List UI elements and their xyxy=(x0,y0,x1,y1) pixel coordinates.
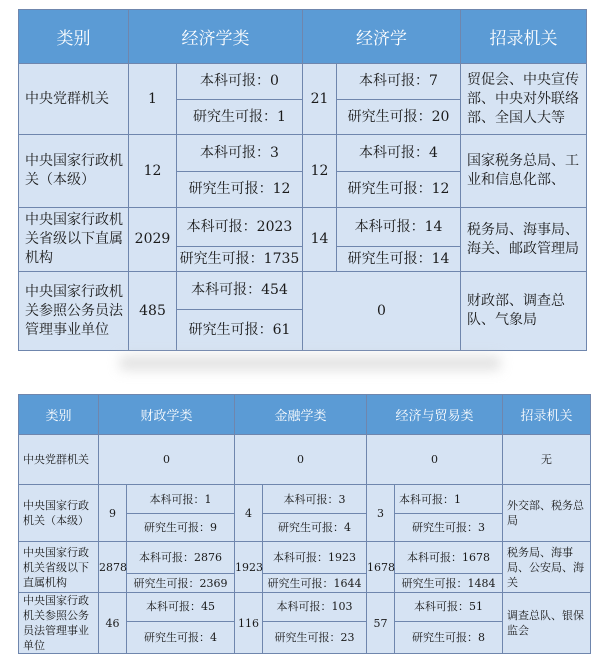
undergrad-cell: 本科可报：1 xyxy=(395,485,503,514)
undergrad-cell: 本科可报：1923 xyxy=(263,542,367,574)
undergrad-cell: 本科可报：1678 xyxy=(395,542,503,574)
table-row xyxy=(19,485,591,514)
table-row xyxy=(19,435,591,485)
undergrad-cell: 本科可报：3 xyxy=(263,485,367,514)
postgrad-cell: 研究生可报：3 xyxy=(395,514,503,542)
postgrad-cell: 研究生可报：1 xyxy=(177,100,303,135)
postgrad-cell: 研究生可报：1644 xyxy=(263,574,367,593)
header-finance: 财政学类 xyxy=(99,395,235,435)
postgrad-cell: 研究生可报：12 xyxy=(337,172,461,208)
total-cell: 116 xyxy=(235,593,263,654)
undergrad-cell: 本科可报：2023 xyxy=(177,208,303,247)
table-row xyxy=(19,208,587,247)
postgrad-cell: 研究生可报：9 xyxy=(127,514,235,542)
total-cell: 485 xyxy=(129,272,177,351)
total-cell: 4 xyxy=(235,485,263,542)
category-cell: 中央国家行政机关（本级） xyxy=(19,135,129,208)
total-cell: 46 xyxy=(99,593,127,654)
postgrad-cell: 研究生可报：4 xyxy=(127,621,235,653)
table-row xyxy=(19,64,587,100)
total-cell: 3 xyxy=(367,485,395,542)
banking-cell: 0 xyxy=(235,435,367,485)
total-cell: 1678 xyxy=(367,542,395,593)
undergrad-cell: 本科可报：1 xyxy=(127,485,235,514)
total-cell: 2029 xyxy=(129,208,177,272)
merged-zero-cell: 0 xyxy=(303,272,461,351)
total-cell: 1923 xyxy=(235,542,263,593)
agencies-cell: 无 xyxy=(503,435,591,485)
header-agencies: 招录机关 xyxy=(503,395,591,435)
total-cell: 9 xyxy=(99,485,127,542)
undergrad-cell: 本科可报：4 xyxy=(337,135,461,172)
undergrad-cell: 本科可报：3 xyxy=(177,135,303,172)
page-shadow xyxy=(120,356,500,370)
postgrad-cell: 研究生可报：4 xyxy=(263,514,367,542)
category-cell: 中央党群机关 xyxy=(19,64,129,135)
finance-recruitment-table xyxy=(18,394,591,654)
table-row xyxy=(19,542,591,574)
trade-cell: 0 xyxy=(367,435,503,485)
postgrad-cell: 研究生可报：23 xyxy=(263,621,367,653)
total-cell: 14 xyxy=(303,208,337,272)
header-banking: 金融学类 xyxy=(235,395,367,435)
table-header-row xyxy=(19,395,591,435)
agencies-cell: 调查总队、银保监会 xyxy=(503,593,591,654)
category-cell: 中央国家行政机关省级以下直属机构 xyxy=(19,208,129,272)
header-econ-class: 经济学类 xyxy=(129,10,303,64)
table-row xyxy=(19,593,591,622)
category-cell: 中央国家行政机关（本级） xyxy=(19,485,99,542)
undergrad-cell: 本科可报：2876 xyxy=(127,542,235,574)
header-econ: 经济学 xyxy=(303,10,461,64)
agencies-cell: 贸促会、中央宣传部、中央对外联络部、全国人大等 xyxy=(461,64,587,135)
undergrad-cell: 本科可报：454 xyxy=(177,272,303,310)
postgrad-cell: 研究生可报：14 xyxy=(337,247,461,272)
postgrad-cell: 研究生可报：8 xyxy=(395,621,503,653)
undergrad-cell: 本科可报：103 xyxy=(263,593,367,622)
header-category: 类别 xyxy=(19,10,129,64)
undergrad-cell: 本科可报：0 xyxy=(177,64,303,100)
header-trade: 经济与贸易类 xyxy=(367,395,503,435)
agencies-cell: 税务局、海事局、公安局、海关 xyxy=(503,542,591,593)
postgrad-cell: 研究生可报：2369 xyxy=(127,574,235,593)
total-cell: 1 xyxy=(129,64,177,135)
postgrad-cell: 研究生可报：1735 xyxy=(177,247,303,272)
agencies-cell: 外交部、税务总局 xyxy=(503,485,591,542)
table-row xyxy=(19,135,587,172)
agencies-cell: 税务局、海事局、海关、邮政管理局 xyxy=(461,208,587,272)
total-cell: 21 xyxy=(303,64,337,135)
header-agencies: 招录机关 xyxy=(461,10,587,64)
total-cell: 2878 xyxy=(99,542,127,593)
postgrad-cell: 研究生可报：20 xyxy=(337,100,461,135)
postgrad-cell: 研究生可报：1484 xyxy=(395,574,503,593)
econ-recruitment-table xyxy=(18,9,587,351)
undergrad-cell: 本科可报：14 xyxy=(337,208,461,247)
category-cell: 中央国家行政机关参照公务员法管理事业单位 xyxy=(19,272,129,351)
agencies-cell: 财政部、调查总队、气象局 xyxy=(461,272,587,351)
header-category: 类别 xyxy=(19,395,99,435)
total-cell: 57 xyxy=(367,593,395,654)
table-row xyxy=(19,272,587,310)
table-header-row xyxy=(19,10,587,64)
undergrad-cell: 本科可报：51 xyxy=(395,593,503,622)
postgrad-cell: 研究生可报：61 xyxy=(177,310,303,351)
category-cell: 中央党群机关 xyxy=(19,435,99,485)
category-cell: 中央国家行政机关参照公务员法管理事业单位 xyxy=(19,593,99,654)
category-cell: 中央国家行政机关省级以下直属机构 xyxy=(19,542,99,593)
finance-cell: 0 xyxy=(99,435,235,485)
undergrad-cell: 本科可报：45 xyxy=(127,593,235,622)
total-cell: 12 xyxy=(129,135,177,208)
undergrad-cell: 本科可报：7 xyxy=(337,64,461,100)
agencies-cell: 国家税务总局、工业和信息化部、 xyxy=(461,135,587,208)
total-cell: 12 xyxy=(303,135,337,208)
postgrad-cell: 研究生可报：12 xyxy=(177,172,303,208)
